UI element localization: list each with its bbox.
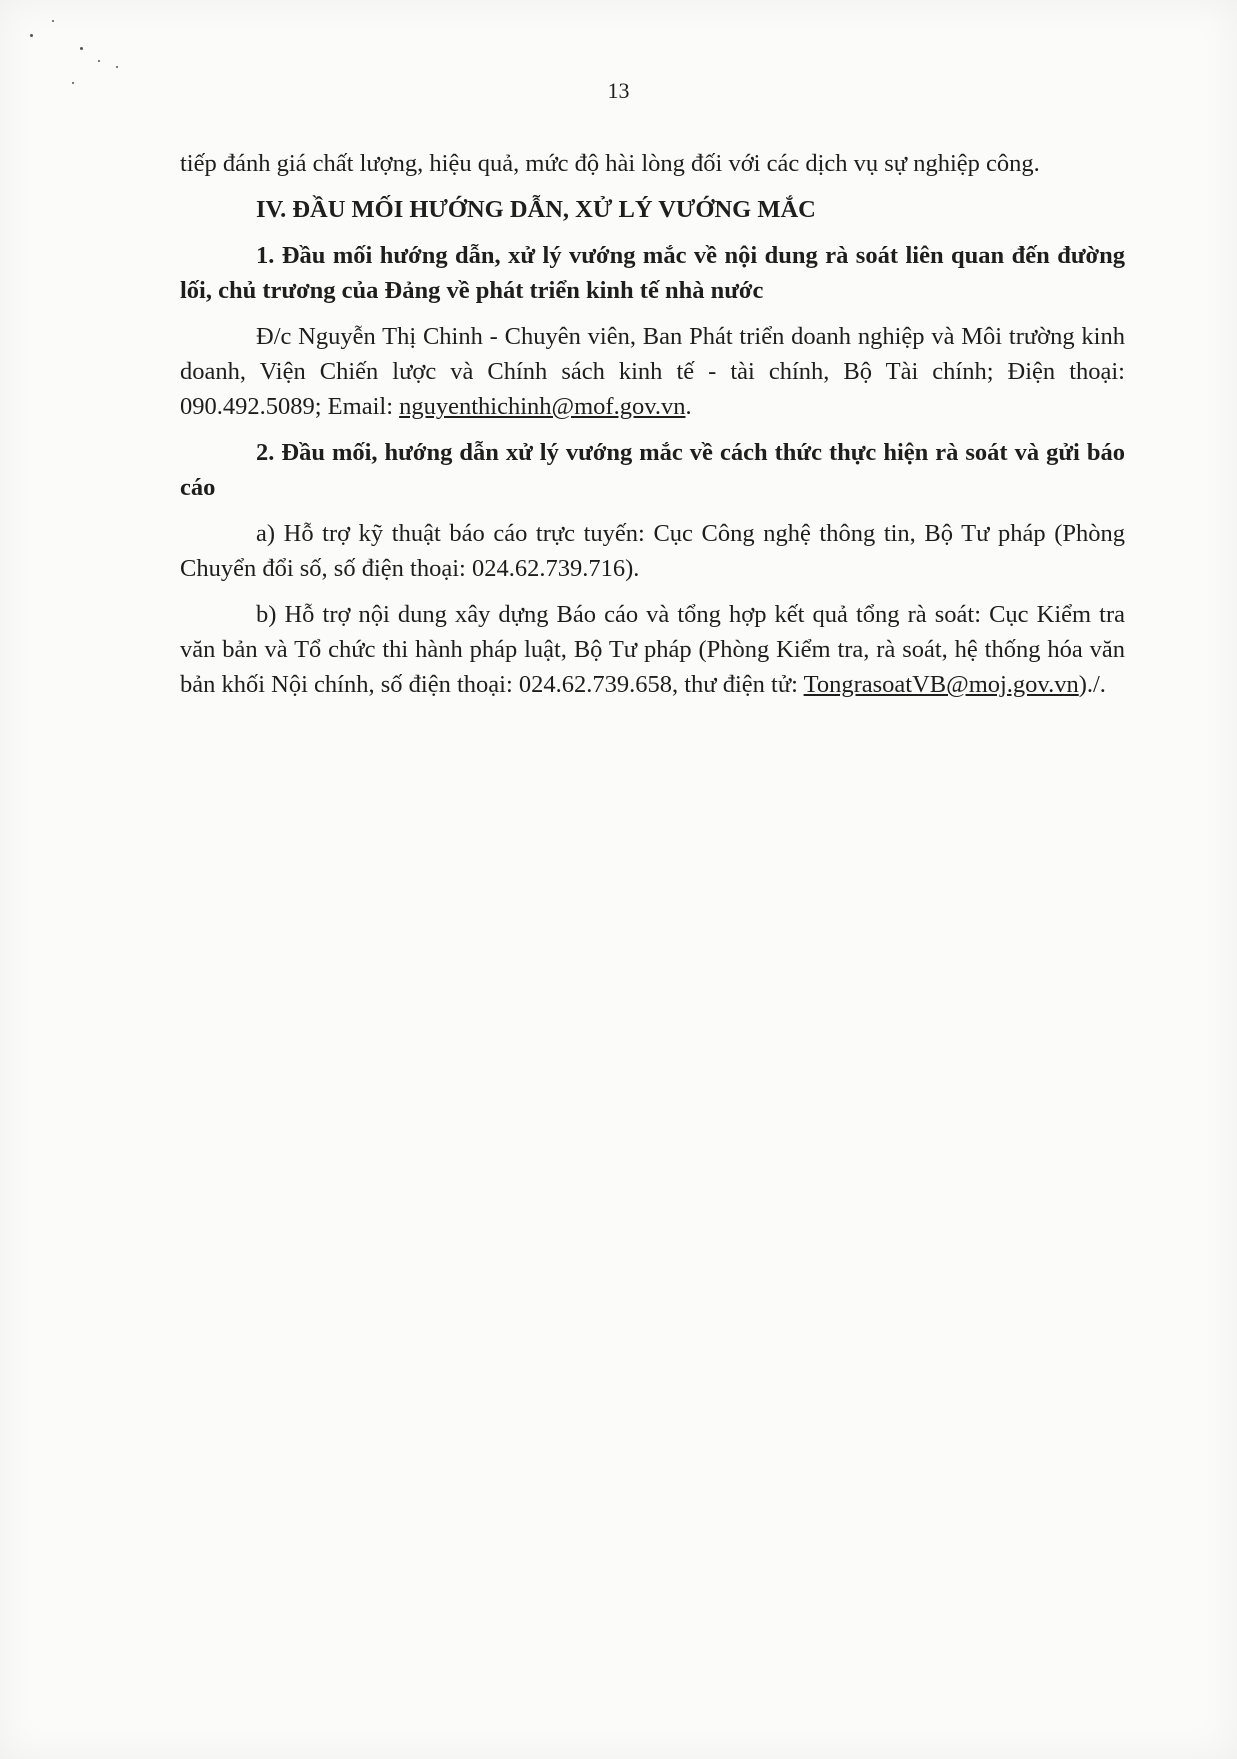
- document-body: [180, 146, 1125, 702]
- scan-speck: [80, 47, 83, 50]
- item2-b-paragraph: [180, 597, 1125, 702]
- scan-speck: [30, 34, 33, 37]
- item2-a-paragraph: a) Hỗ trợ kỹ thuật báo cáo trực tuyến: Cục Công nghệ thông tin, Bộ Tư pháp (Phòng Chuyển đổi số, số điện thoại: 024.62.739.716).: [180, 520, 1125, 582]
- item2-heading: 2. Đầu mối, hướng dẫn xử lý vướng mắc về cách thức thực hiện rà soát và gửi báo cáo: [180, 439, 1125, 501]
- item1-end: .: [685, 393, 692, 420]
- section-heading: IV. ĐẦU MỐI HƯỚNG DẪN, XỬ LÝ VƯỚNG MẮC: [256, 196, 816, 223]
- scan-speck: [116, 66, 118, 68]
- scan-speck: [98, 60, 100, 62]
- item1-contact-paragraph: [180, 319, 1125, 424]
- continuation-paragraph: tiếp đánh giá chất lượng, hiệu quả, mức độ hài lòng đối với các dịch vụ sự nghiệp công.: [180, 150, 1040, 177]
- scan-speck: [52, 20, 54, 22]
- page-number: 13: [607, 78, 630, 103]
- item1-heading: 1. Đầu mối hướng dẫn, xử lý vướng mắc về nội dung rà soát liên quan đến đường lối, chủ trương của Đảng về phát triển kinh tế nhà nước: [180, 242, 1125, 304]
- item2-b-text: b) Hỗ trợ nội dung xây dựng Báo cáo và tổng hợp kết quả tổng rà soát: Cục Kiểm tra văn bản và Tổ chức thi hành pháp luật, Bộ Tư pháp (Phòng Kiểm tra, rà soát, hệ thống hóa văn bản khối Nội chính, số điện thoại: 024.62.739.658, thư điện tử:: [180, 601, 1125, 698]
- item2-b-email-link[interactable]: TongrasoatVB@moj.gov.vn: [803, 671, 1079, 698]
- item2-b-end: )./.: [1078, 671, 1106, 698]
- item1-contact-text: Đ/c Nguyễn Thị Chinh - Chuyên viên, Ban Phát triển doanh nghiệp và Môi trường kinh doanh, Viện Chiến lược và Chính sách kinh tế - tài chính, Bộ Tài chính; Điện thoại: 090.492.5089; Email:: [180, 323, 1125, 420]
- item1-email-link[interactable]: nguyenthichinh@mof.gov.vn: [399, 393, 686, 420]
